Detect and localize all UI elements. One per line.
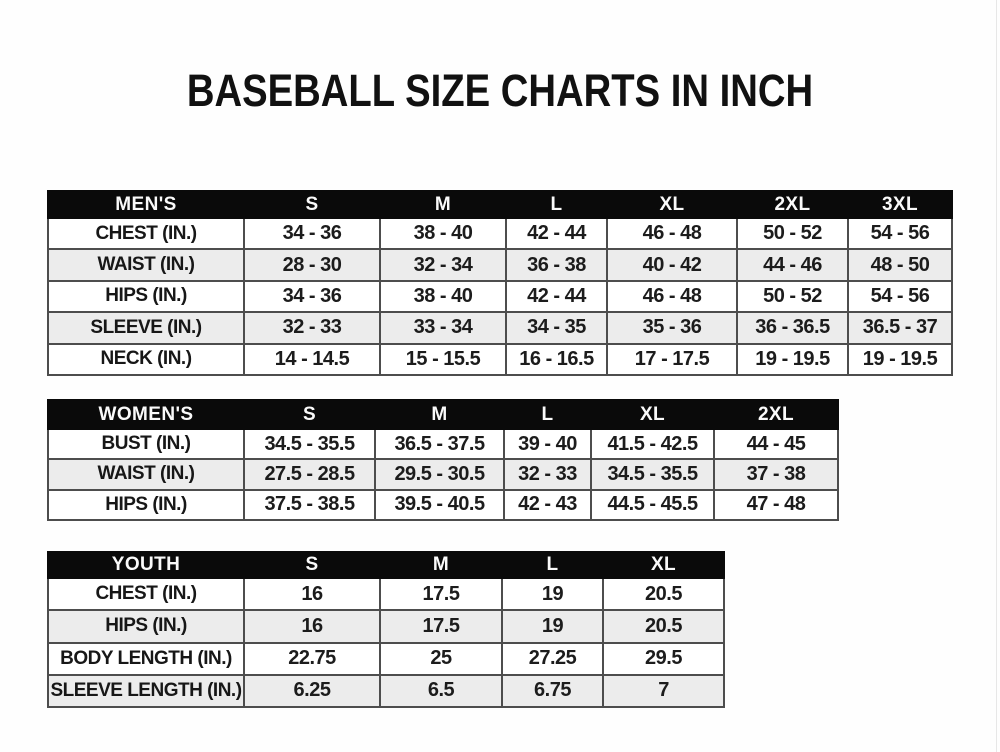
size-value: 41.5 - 42.5: [591, 429, 714, 459]
womens-size-col-m: M: [375, 400, 504, 429]
size-value: 35 - 36: [607, 312, 737, 343]
size-value: 40 - 42: [607, 249, 737, 280]
womens-size-col-xl: XL: [591, 400, 714, 429]
size-value: 38 - 40: [380, 281, 506, 312]
size-value: 19: [502, 578, 603, 610]
size-value: 48 - 50: [848, 249, 952, 280]
size-value: 34.5 - 35.5: [244, 429, 375, 459]
size-value: 15 - 15.5: [380, 344, 506, 375]
table-row: [48, 281, 952, 312]
size-value: 34 - 35: [506, 312, 607, 343]
table-row: [48, 610, 724, 642]
size-value: 46 - 48: [607, 281, 737, 312]
row-label: SLEEVE LENGTH (IN.): [48, 675, 244, 707]
size-value: 20.5: [603, 610, 724, 642]
mens-group-header: MEN'S: [48, 191, 244, 218]
size-value: 42 - 44: [506, 218, 607, 249]
page-title: BASEBALL SIZE CHARTS IN INCH: [186, 65, 814, 116]
size-value: 20.5: [603, 578, 724, 610]
size-value: 46 - 48: [607, 218, 737, 249]
size-value: 7: [603, 675, 724, 707]
mens-size-table: [47, 190, 953, 376]
size-value: 44 - 46: [737, 249, 848, 280]
size-value: 42 - 43: [504, 490, 591, 520]
mens-size-col-xl: XL: [607, 191, 737, 218]
size-value: 38 - 40: [380, 218, 506, 249]
row-label: NECK (IN.): [48, 344, 244, 375]
size-value: 6.75: [502, 675, 603, 707]
youth-size-table: [47, 551, 725, 708]
size-value: 37.5 - 38.5: [244, 490, 375, 520]
size-value: 16: [244, 610, 380, 642]
table-row: [48, 675, 724, 707]
size-value: 14 - 14.5: [244, 344, 380, 375]
size-value: 39 - 40: [504, 429, 591, 459]
womens-size-table: [47, 399, 839, 521]
size-value: 34 - 36: [244, 218, 380, 249]
row-label: WAIST (IN.): [48, 249, 244, 280]
youth-size-col-l: L: [502, 552, 603, 578]
size-value: 42 - 44: [506, 281, 607, 312]
size-value: 44.5 - 45.5: [591, 490, 714, 520]
table-row: [48, 578, 724, 610]
row-label: HIPS (IN.): [48, 281, 244, 312]
size-value: 47 - 48: [714, 490, 838, 520]
mens-size-col-s: S: [244, 191, 380, 218]
mens-size-col-3xl: 3XL: [848, 191, 952, 218]
table-row: [48, 429, 838, 459]
size-value: 37 - 38: [714, 459, 838, 489]
mens-size-col-2xl: 2XL: [737, 191, 848, 218]
size-value: 16: [244, 578, 380, 610]
size-value: 16 - 16.5: [506, 344, 607, 375]
size-value: 36 - 38: [506, 249, 607, 280]
mens-header-row: [48, 191, 952, 218]
size-value: 34 - 36: [244, 281, 380, 312]
table-row: [48, 344, 952, 375]
row-label: WAIST (IN.): [48, 459, 244, 489]
womens-header-row: [48, 400, 838, 429]
size-value: 36.5 - 37: [848, 312, 952, 343]
row-label: HIPS (IN.): [48, 610, 244, 642]
mens-size-col-l: L: [506, 191, 607, 218]
size-value: 39.5 - 40.5: [375, 490, 504, 520]
table-row: [48, 218, 952, 249]
row-label: SLEEVE (IN.): [48, 312, 244, 343]
size-value: 17.5: [380, 610, 502, 642]
size-value: 36.5 - 37.5: [375, 429, 504, 459]
row-label: HIPS (IN.): [48, 490, 244, 520]
size-value: 27.5 - 28.5: [244, 459, 375, 489]
size-value: 54 - 56: [848, 281, 952, 312]
table-row: [48, 249, 952, 280]
size-value: 19 - 19.5: [848, 344, 952, 375]
size-value: 22.75: [244, 643, 380, 675]
youth-size-col-m: M: [380, 552, 502, 578]
row-label: BODY LENGTH (IN.): [48, 643, 244, 675]
size-value: 34.5 - 35.5: [591, 459, 714, 489]
mens-size-col-m: M: [380, 191, 506, 218]
table-row: [48, 459, 838, 489]
size-value: 44 - 45: [714, 429, 838, 459]
womens-group-header: WOMEN'S: [48, 400, 244, 429]
row-label: BUST (IN.): [48, 429, 244, 459]
photo-edge-artifact: [996, 0, 997, 752]
size-value: 36 - 36.5: [737, 312, 848, 343]
row-label: CHEST (IN.): [48, 218, 244, 249]
youth-group-header: YOUTH: [48, 552, 244, 578]
table-row: [48, 490, 838, 520]
size-value: 19: [502, 610, 603, 642]
size-value: 32 - 34: [380, 249, 506, 280]
size-value: 17 - 17.5: [607, 344, 737, 375]
womens-size-col-2xl: 2XL: [714, 400, 838, 429]
size-value: 50 - 52: [737, 218, 848, 249]
size-value: 29.5 - 30.5: [375, 459, 504, 489]
size-value: 32 - 33: [504, 459, 591, 489]
row-label: CHEST (IN.): [48, 578, 244, 610]
youth-size-col-s: S: [244, 552, 380, 578]
size-value: 19 - 19.5: [737, 344, 848, 375]
size-value: 6.5: [380, 675, 502, 707]
size-value: 28 - 30: [244, 249, 380, 280]
size-value: 50 - 52: [737, 281, 848, 312]
size-value: 17.5: [380, 578, 502, 610]
table-row: [48, 312, 952, 343]
youth-header-row: [48, 552, 724, 578]
size-value: 25: [380, 643, 502, 675]
womens-size-col-l: L: [504, 400, 591, 429]
size-value: 33 - 34: [380, 312, 506, 343]
womens-size-col-s: S: [244, 400, 375, 429]
table-row: [48, 643, 724, 675]
size-value: 29.5: [603, 643, 724, 675]
youth-size-col-xl: XL: [603, 552, 724, 578]
size-value: 32 - 33: [244, 312, 380, 343]
size-value: 6.25: [244, 675, 380, 707]
size-value: 54 - 56: [848, 218, 952, 249]
size-value: 27.25: [502, 643, 603, 675]
